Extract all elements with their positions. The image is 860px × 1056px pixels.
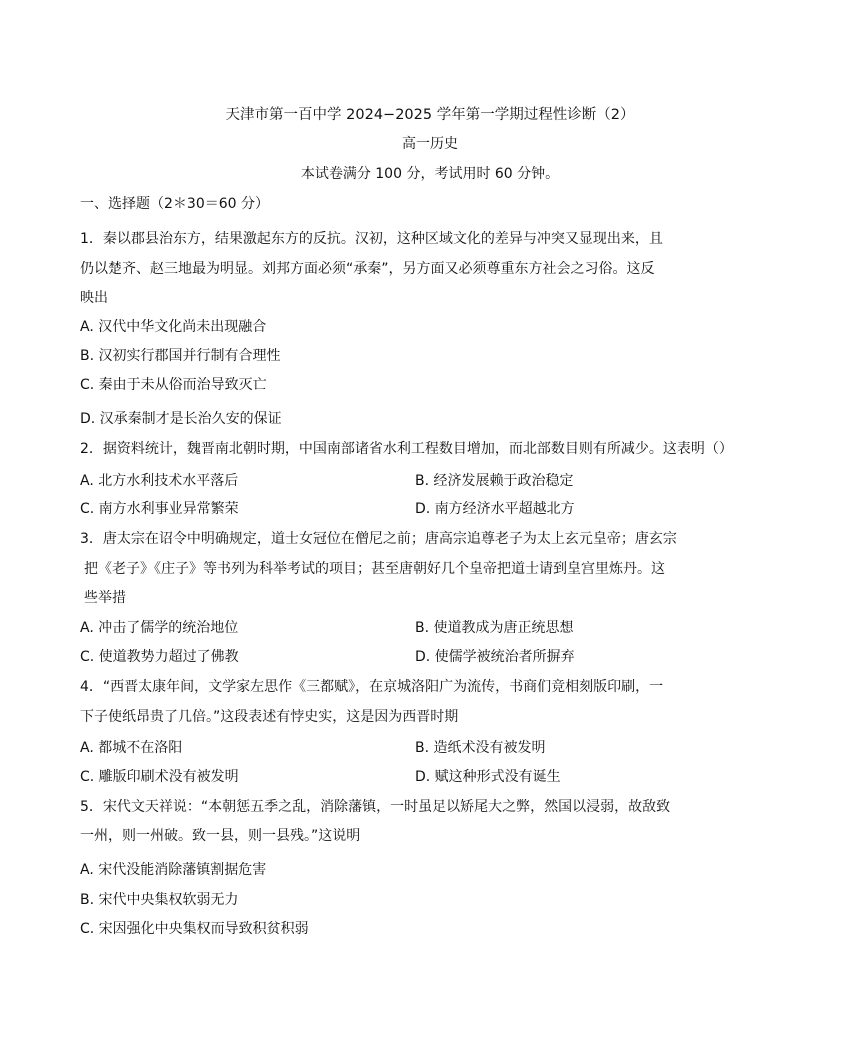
question-1-option-a: A. 汉代中华文化尚未出现融合 (80, 319, 267, 335)
question-5-line-1: 5．宋代文天祥说：“本朝惩五季之乱，消除藩镇，一时虽足以矫尾大之弊，然国以浸弱，故敌致 (80, 799, 671, 815)
question-5-option-b: B. 宋代中央集权软弱无力 (80, 892, 239, 908)
question-3-line-1: 3．唐太宗在诏令中明确规定，道士女冠位在僧尼之前；唐高宗追尊老子为太上玄元皇帝；唐玄宗 (80, 531, 677, 547)
question-1-option-b: B. 汉初实行郡国并行制有合理性 (80, 348, 281, 364)
question-3-option-d: D. 使儒学被统治者所摒弃 (415, 649, 575, 665)
question-5-line-2: 一州，则一州破。致一县，则一县残。”这说明 (80, 828, 361, 844)
question-5-option-c: C. 宋因强化中央集权而导致积贫积弱 (80, 921, 309, 937)
question-3-option-c: C. 使道教势力超过了佛教 (80, 649, 239, 665)
question-2-option-c: C. 南方水利事业异常繁荣 (80, 501, 239, 517)
question-4-line-1: 4．“西晋太康年间，文学家左思作《三都赋》，在京城洛阳广为流传，书商们竞相刻版印刷，一 (80, 679, 664, 695)
question-3-option-a: A. 冲击了儒学的统治地位 (80, 620, 239, 636)
question-4-option-b: B. 造纸术没有被发明 (415, 740, 546, 756)
question-1-option-d: D. 汉承秦制才是长治久安的保证 (80, 411, 282, 427)
question-1-option-c: C. 秦由于未从俗而治导致灭亡 (80, 377, 267, 393)
question-3-option-b: B. 使道教成为唐正统思想 (415, 620, 574, 636)
question-4-option-c: C. 雕版印刷术没有被发明 (80, 769, 239, 785)
question-2-option-b: B. 经济发展赖于政治稳定 (415, 473, 574, 489)
question-1-line-3: 映出 (80, 290, 108, 306)
exam-subject: 高一历史 (402, 136, 458, 152)
question-3-line-2: 把《老子》《庄子》等书列为科举考试的项目；甚至唐朝好几个皇帝把道士请到皇宫里炼丹。这 (84, 561, 665, 577)
section-heading: 一、选择题（2＊30＝60 分） (80, 196, 269, 212)
question-4-line-2: 下子使纸昂贵了几倍。”这段表述有悖史实，这是因为西晋时期 (80, 709, 459, 725)
exam-title: 天津市第一百中学 2024−2025 学年第一学期过程性诊断（2） (225, 107, 635, 123)
exam-note: 本试卷满分 100 分，考试用时 60 分钟。 (300, 166, 560, 182)
question-4-option-a: A. 都城不在洛阳 (80, 740, 183, 756)
question-1-line-2: 仍以楚齐、赵三地最为明显。刘邦方面必须“承秦”，另方面又必须尊重东方社会之习俗。这反 (80, 261, 655, 277)
question-2-option-d: D. 南方经济水平超越北方 (415, 501, 575, 517)
question-5-option-a: A. 宋代没能消除藩镇割据危害 (80, 862, 267, 878)
question-1-line-1: 1．秦以郡县治东方，结果激起东方的反抗。汉初，这种区域文化的差异与冲突又显现出来，且 (80, 231, 663, 247)
question-3-line-3: 些举措 (84, 590, 126, 606)
question-4-option-d: D. 赋这种形式没有诞生 (415, 769, 561, 785)
question-2-line-1: 2．据资料统计，魏晋南北朝时期，中国南部诸省水利工程数目增加，而北部数目则有所减少。这表明（） (80, 441, 733, 457)
question-2-option-a: A. 北方水利技术水平落后 (80, 473, 239, 489)
